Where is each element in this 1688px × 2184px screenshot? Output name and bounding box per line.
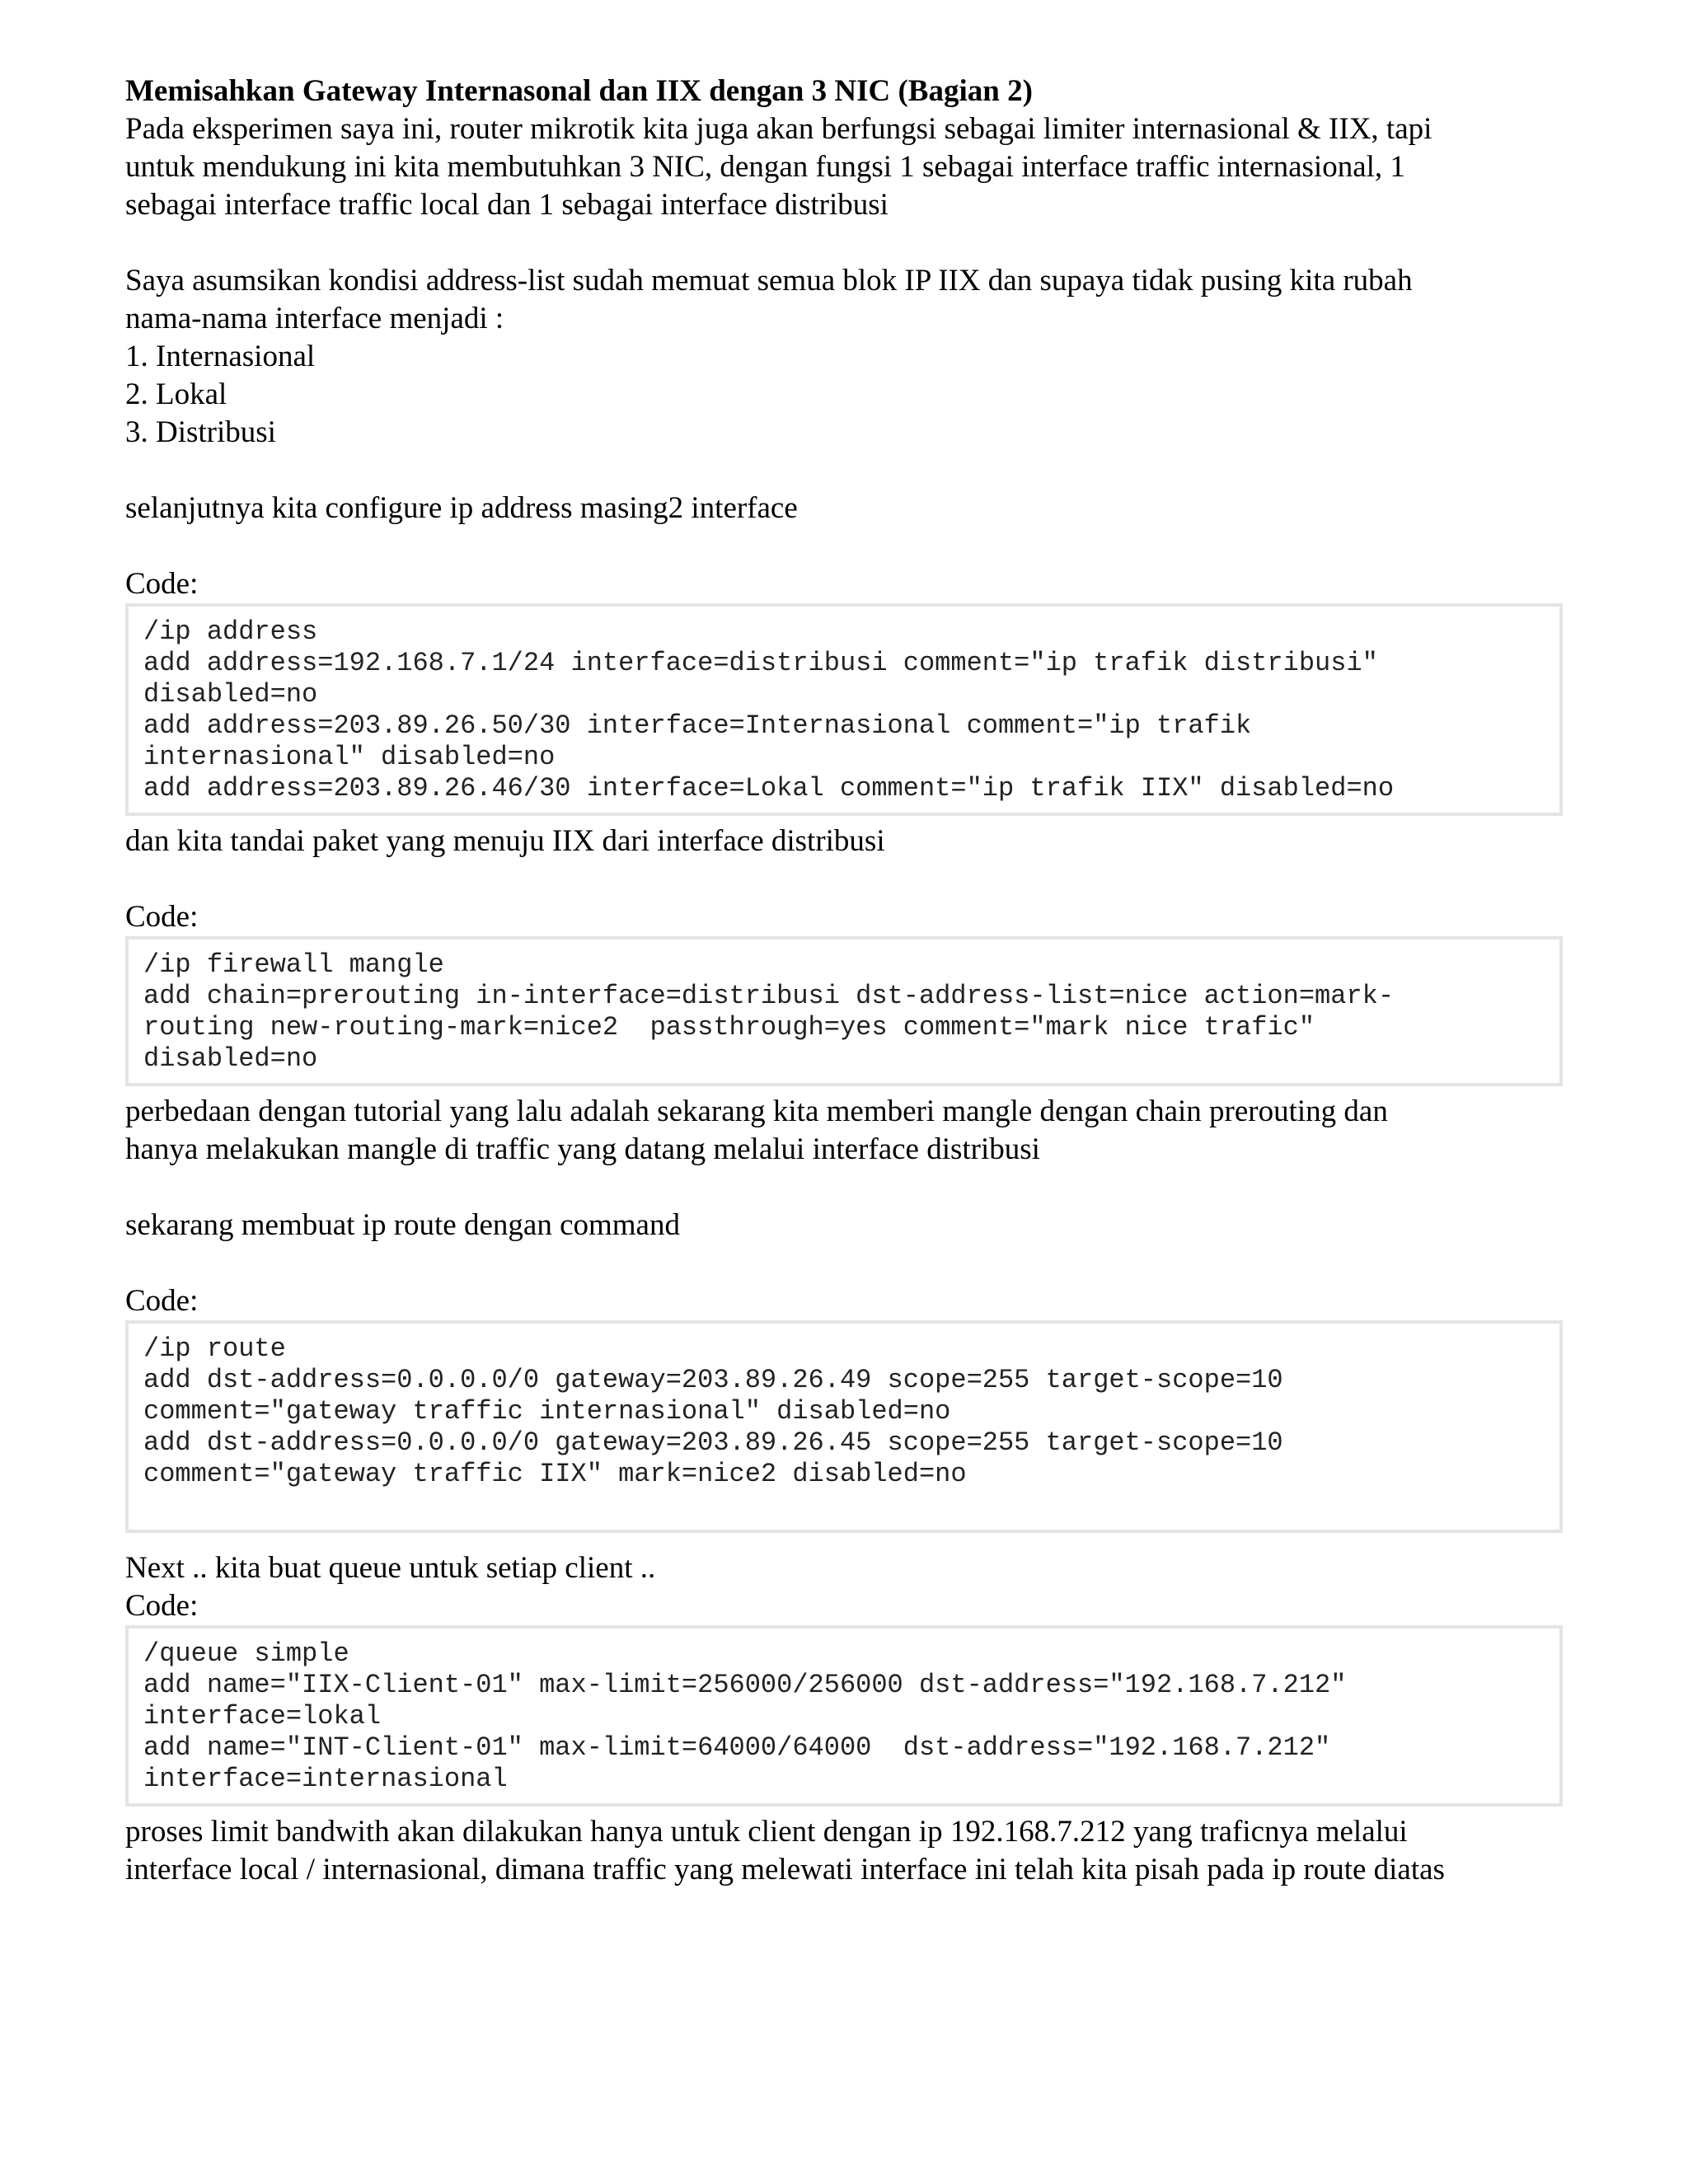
code-line: internasional" disabled=no — [143, 742, 556, 772]
interface-list-item: 3. Distribusi — [125, 415, 276, 449]
code-line: add address=203.89.26.46/30 interface=Lokal comment="ip trafik IIX" disabled=no — [143, 773, 1395, 804]
route-text: sekarang membuat ip route dengan command — [125, 1208, 680, 1242]
code-line: disabled=no — [143, 679, 318, 710]
assumption-paragraph — [125, 262, 1563, 338]
code-line: disabled=no — [143, 1043, 318, 1074]
code-label: Code: — [125, 567, 199, 601]
difference-paragraph — [125, 1093, 1563, 1169]
code-line: add chain=prerouting in-interface=distribusi dst-address-list=nice action=mark- — [143, 981, 1395, 1011]
code-line: add dst-address=0.0.0.0/0 gateway=203.89.26.49 scope=255 target-scope=10 — [143, 1365, 1283, 1395]
difference-line: hanya melakukan mangle di traffic yang datang melalui interface distribusi — [125, 1132, 1040, 1166]
code-line: interface=lokal — [143, 1701, 382, 1732]
configure-text: selanjutnya kita configure ip address masing2 interface — [125, 491, 798, 525]
intro-paragraph — [125, 110, 1563, 224]
next-text: Next .. kita buat queue untuk setiap client .. — [125, 1551, 656, 1585]
mark-text: dan kita tandai paket yang menuju IIX dari interface distribusi — [125, 824, 885, 858]
code-line: comment="gateway traffic IIX" mark=nice2 disabled=no — [143, 1459, 967, 1489]
code-line-blank — [143, 1490, 1545, 1521]
code-line: comment="gateway traffic internasional" disabled=no — [143, 1396, 951, 1427]
assumption-line: nama-nama interface menjadi : — [125, 302, 504, 335]
code-line: add name="IIX-Client-01" max-limit=256000/256000 dst-address="192.168.7.212" — [143, 1670, 1347, 1700]
interface-list-item: 2. Lokal — [125, 377, 227, 411]
code-line: routing new-routing-mark=nice2 passthrough=yes comment="mark nice trafic" — [143, 1012, 1315, 1043]
code-block-queue-simple[interactable] — [125, 1625, 1563, 1807]
code-label: Code: — [125, 900, 199, 934]
code-label: Code: — [125, 1589, 199, 1623]
code-block-ip-address[interactable] — [125, 603, 1563, 816]
interface-list-item: 1. Internasional — [125, 340, 316, 373]
code-line: /ip firewall mangle — [143, 949, 444, 980]
closing-paragraph — [125, 1813, 1563, 1889]
intro-line: sebagai interface traffic local dan 1 sebagai interface distribusi — [125, 188, 889, 222]
assumption-line: Saya asumsikan kondisi address-list sudah memuat semua blok IP IIX dan supaya tidak pusing kita rubah — [125, 264, 1413, 298]
code-block-firewall-mangle[interactable] — [125, 936, 1563, 1086]
code-block-ip-route[interactable] — [125, 1320, 1563, 1533]
code-line: add address=192.168.7.1/24 interface=distribusi comment="ip trafik distribusi" — [143, 648, 1378, 678]
interface-list — [125, 338, 1563, 452]
intro-line: Pada eksperimen saya ini, router mikrotik kita juga akan berfungsi sebagai limiter internasional & IIX, tapi — [125, 112, 1432, 146]
closing-line: interface local / internasional, dimana traffic yang melewati interface ini telah kita pisah pada ip route diatas — [125, 1853, 1445, 1886]
difference-line: perbedaan dengan tutorial yang lalu adalah sekarang kita memberi mangle dengan chain prerouting dan — [125, 1094, 1388, 1128]
code-line: interface=internasional — [143, 1764, 508, 1794]
closing-line: proses limit bandwith akan dilakukan hanya untuk client dengan ip 192.168.7.212 yang traficnya melalui — [125, 1815, 1408, 1849]
code-line: add address=203.89.26.50/30 interface=Internasional comment="ip trafik — [143, 710, 1252, 741]
document-title: Memisahkan Gateway Internasonal dan IIX dengan 3 NIC (Bagian 2) — [125, 74, 1033, 108]
code-line: /queue simple — [143, 1638, 349, 1669]
code-line: /ip address — [143, 616, 318, 647]
document-page — [125, 73, 1563, 1889]
code-line: /ip route — [143, 1333, 286, 1364]
code-line: add dst-address=0.0.0.0/0 gateway=203.89.26.45 scope=255 target-scope=10 — [143, 1427, 1283, 1458]
intro-line: untuk mendukung ini kita membutuhkan 3 NIC, dengan fungsi 1 sebagai interface traffic internasional, 1 — [125, 150, 1405, 184]
code-label: Code: — [125, 1284, 199, 1318]
code-line: add name="INT-Client-01" max-limit=64000/64000 dst-address="192.168.7.212" — [143, 1732, 1331, 1763]
